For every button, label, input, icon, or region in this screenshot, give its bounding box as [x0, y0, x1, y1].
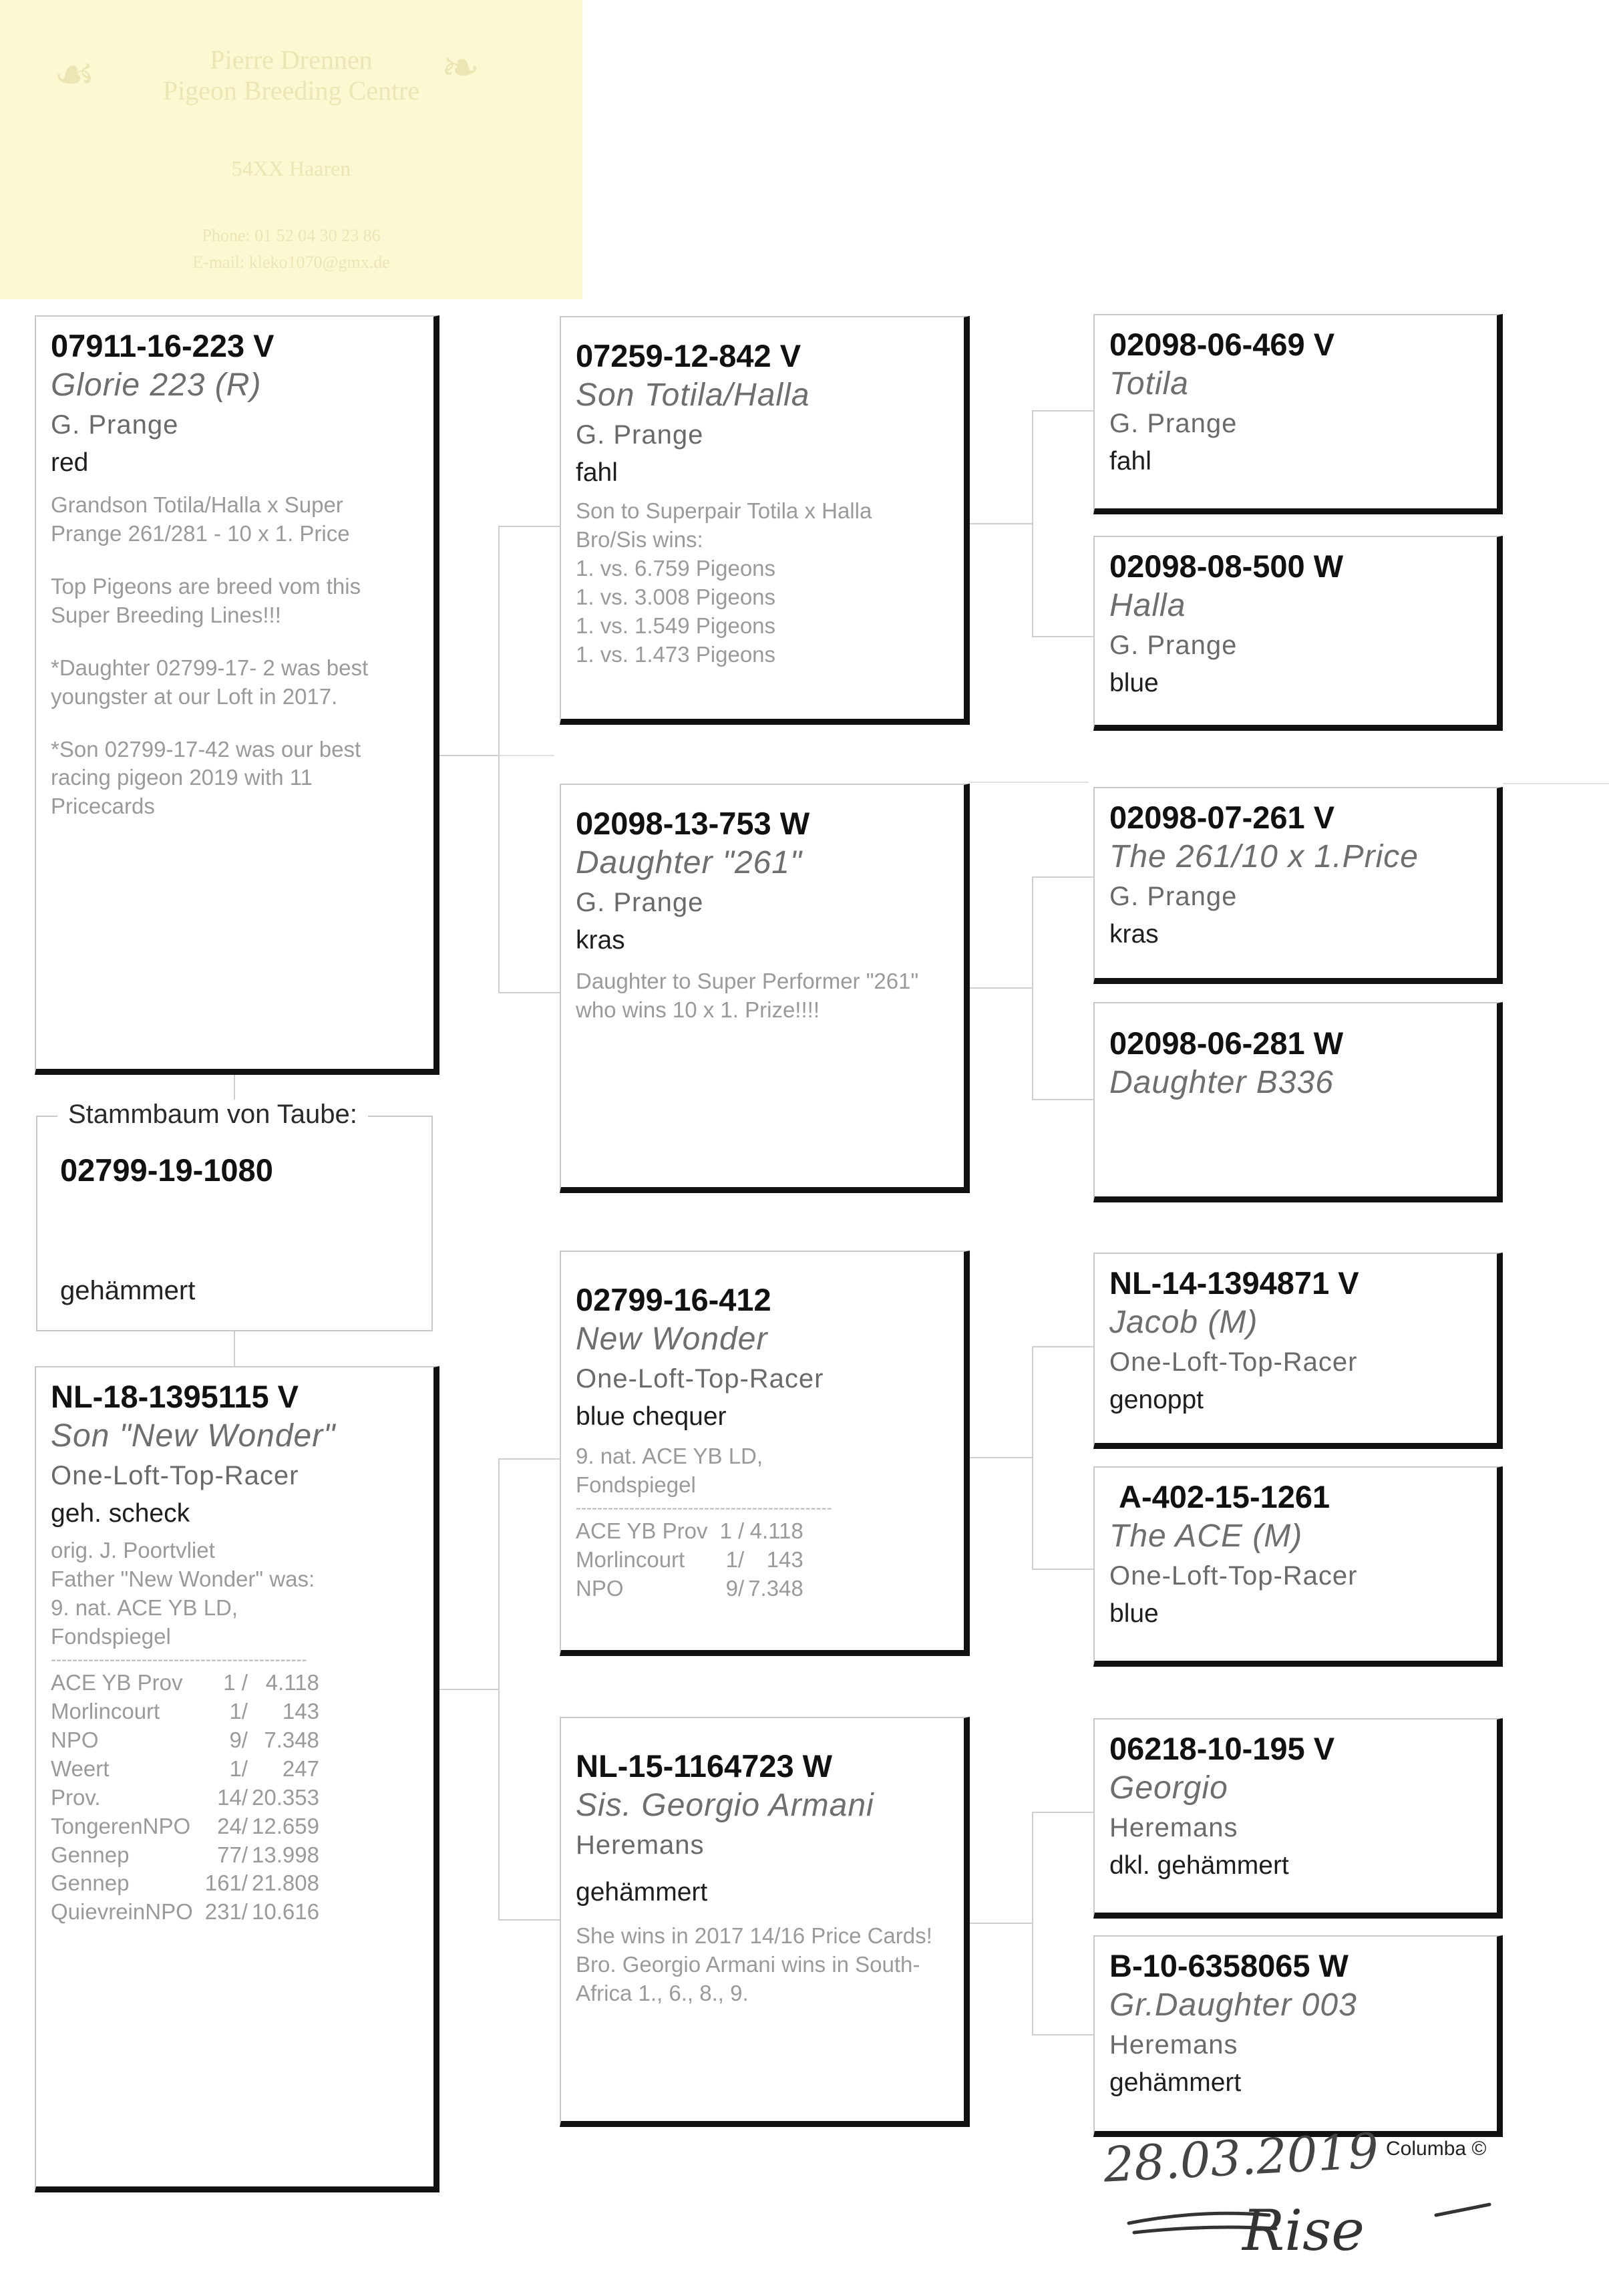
- note-line: 9. nat. ACE YB LD,: [576, 1444, 763, 1469]
- race-pigeons: 7.348: [748, 1576, 803, 1601]
- dam-card[interactable]: [35, 1366, 439, 2192]
- note-line: Bro. Georgio Armani wins in South-Africa 1., 6., 8., 9.: [576, 1952, 920, 2005]
- pigeon-name: The ACE (M): [1109, 1518, 1303, 1554]
- note-line: Fondspiegel: [576, 1472, 696, 1498]
- race-name: TongerenNPO: [51, 1813, 191, 1838]
- connector-line: [1033, 1812, 1095, 1813]
- connector-line: [434, 755, 498, 756]
- connector-line: [1032, 1812, 1033, 2035]
- sire-note: *Son 02799-17-42 was our best racing pigeon 2019 with 11 Pricecards: [51, 736, 361, 819]
- connector-line: [1032, 1346, 1033, 1570]
- pigeon-name: Sis. Georgio Armani: [576, 1788, 874, 1824]
- note-line: Bro/Sis wins:: [576, 527, 703, 552]
- columba-brand: Columba ©: [1386, 2138, 1487, 2160]
- ring-number: 02098-06-281 W: [1109, 1025, 1344, 1061]
- note-line: Daughter to Super Performer "261" who wins 10 x 1. Prize!!!!: [576, 969, 919, 1023]
- race-pigeons: 10.616: [251, 1899, 319, 1925]
- race-pigeons: 20.353: [251, 1784, 319, 1810]
- connector-line: [1033, 1346, 1095, 1347]
- race-pigeons: 21.808: [251, 1870, 319, 1896]
- race-place: 1/: [229, 1699, 248, 1724]
- breeder: G. Prange: [1109, 408, 1238, 438]
- race-pigeons: 4.118: [749, 1518, 803, 1544]
- notes: [576, 497, 950, 669]
- ring-number: 02098-07-261 V: [1109, 800, 1335, 835]
- ds-sire-card[interactable]: [1093, 1253, 1503, 1449]
- ring-number: 02799-16-412: [576, 1282, 771, 1317]
- note-line: Son to Superpair Totila x Halla: [576, 498, 872, 524]
- header-line-4: Phone: 01 52 04 30 23 86: [202, 226, 381, 245]
- notes: [576, 967, 950, 1025]
- ring-number: NL-14-1394871 V: [1109, 1265, 1359, 1301]
- race-name: Weert: [51, 1756, 110, 1781]
- connector-line: [968, 987, 1032, 989]
- race-place: 1 /: [719, 1518, 745, 1544]
- ss-dam-card[interactable]: [1093, 536, 1503, 731]
- color: blue chequer: [576, 1402, 727, 1431]
- race-name: ACE YB Prov: [51, 1670, 183, 1695]
- breeder: Heremans: [1109, 2029, 1238, 2060]
- race-place: 1/: [229, 1756, 248, 1781]
- subject-color: gehämmert: [60, 1276, 196, 1305]
- connector-line: [1033, 1569, 1095, 1570]
- race-name: NPO: [576, 1576, 624, 1601]
- color: fahl: [576, 458, 618, 487]
- pigeon-name: Daughter B336: [1109, 1065, 1334, 1101]
- sire-name: Glorie 223 (R): [51, 367, 262, 403]
- breeder: G. Prange: [576, 420, 704, 450]
- dam-race-results: [51, 1669, 319, 1927]
- connector-line: [1032, 876, 1033, 1100]
- race-name: Gennep: [51, 1842, 130, 1867]
- separator: ------------------------------------------------: [576, 1500, 832, 1517]
- dam-color: geh. scheck: [51, 1498, 190, 1528]
- dd-dam-card[interactable]: [1093, 1935, 1503, 2137]
- dam-name: Son "New Wonder": [51, 1418, 336, 1454]
- race-name: Prov.: [51, 1784, 101, 1810]
- ring-number: 02098-06-469 V: [1109, 327, 1335, 362]
- dam-note: Fondspiegel: [51, 1623, 171, 1649]
- fold-line: [968, 782, 1089, 783]
- color: blue: [1109, 668, 1159, 697]
- race-name: Morlincourt: [51, 1699, 160, 1724]
- color: gehämmert: [1109, 2068, 1242, 2097]
- sd-sire-card[interactable]: [1093, 787, 1503, 984]
- ring-number: 07259-12-842 V: [576, 338, 801, 373]
- notes: [576, 1922, 950, 2008]
- race-result-row: [51, 1841, 319, 1870]
- connector-line: [234, 1331, 235, 1367]
- race-result-row: [576, 1575, 803, 1603]
- race-place: 24/: [217, 1813, 248, 1838]
- connector-line: [434, 1689, 498, 1690]
- dam-notes: [51, 1536, 420, 1651]
- breeder: G. Prange: [576, 887, 704, 917]
- race-result-row: [51, 1697, 319, 1726]
- pigeon-emblem-left-icon: ☙: [53, 49, 96, 101]
- ring-number: NL-15-1164723 W: [576, 1748, 833, 1784]
- race-result-row: [51, 1726, 319, 1755]
- sire-sire-card[interactable]: [560, 316, 970, 725]
- color: dkl. gehämmert: [1109, 1850, 1289, 1880]
- race-place: 9/: [725, 1576, 745, 1601]
- header-line-2: Pigeon Breeding Centre: [162, 75, 420, 106]
- pigeon-name: The 261/10 x 1.Price: [1109, 839, 1419, 875]
- note-line: 1. vs. 3.008 Pigeons: [576, 584, 776, 609]
- pedigree-title: Stammbaum von Taube:: [57, 1100, 368, 1130]
- header-line-5: E-mail: kleko1070@gmx.de: [192, 253, 390, 272]
- connector-line: [1033, 410, 1095, 412]
- race-result-row: [51, 1784, 319, 1812]
- pigeon-name: New Wonder: [576, 1321, 768, 1357]
- header-line-3: 54XX Haaren: [231, 156, 351, 180]
- race-name: QuievreinNPO: [51, 1899, 193, 1925]
- handwritten-signature: Rise: [1242, 2198, 1365, 2263]
- breeder: G. Prange: [1109, 881, 1238, 911]
- ss-sire-card[interactable]: [1093, 314, 1503, 514]
- race-pigeons: 143: [766, 1547, 803, 1573]
- note-line: 1. vs. 1.549 Pigeons: [576, 613, 776, 638]
- note-line: 1. vs. 6.759 Pigeons: [576, 556, 776, 581]
- connector-line: [968, 1457, 1032, 1458]
- color: genoppt: [1109, 1385, 1204, 1414]
- sire-notes: [51, 491, 420, 821]
- ds-dam-card[interactable]: [1093, 1466, 1503, 1667]
- connector-line: [1033, 2034, 1095, 2035]
- sd-dam-card[interactable]: [1093, 1002, 1503, 1202]
- sire-card[interactable]: [35, 315, 439, 1075]
- dd-sire-card[interactable]: [1093, 1718, 1503, 1919]
- pigeon-name: Son Totila/Halla: [576, 377, 810, 414]
- race-result-row: [51, 1669, 319, 1697]
- color: gehämmert: [576, 1877, 708, 1907]
- fold-line: [1503, 783, 1609, 784]
- note-line: 1. vs. 1.473 Pigeons: [576, 641, 776, 667]
- race-pigeons: 7.348: [264, 1727, 319, 1752]
- breeder: Heremans: [576, 1830, 705, 1860]
- race-result-row: [51, 1898, 319, 1927]
- dam-sire-card[interactable]: [560, 1251, 970, 1656]
- race-place: 1 /: [223, 1670, 248, 1695]
- breeder: One-Loft-Top-Racer: [1109, 1561, 1358, 1591]
- connector-line: [1033, 1099, 1095, 1100]
- subject-ring-number: 02799-19-1080: [60, 1152, 273, 1188]
- connector-line: [1033, 636, 1095, 637]
- dam-note: orig. J. Poortvliet: [51, 1538, 215, 1563]
- race-place: 231/: [204, 1899, 248, 1925]
- connector-line: [968, 523, 1032, 524]
- race-result-row: [51, 1755, 319, 1784]
- ring-number: A-402-15-1261: [1119, 1479, 1330, 1514]
- race-result-row: [51, 1869, 319, 1898]
- subject-pigeon-card[interactable]: [36, 1100, 433, 1331]
- ring-number: 02098-13-753 W: [576, 806, 810, 841]
- race-name: Gennep: [51, 1870, 130, 1896]
- sire-ring-number: 07911-16-223 V: [51, 328, 275, 363]
- ring-number: 06218-10-195 V: [1109, 1731, 1335, 1766]
- ring-number: B-10-6358065 W: [1109, 1948, 1349, 1983]
- pigeon-name: Totila: [1109, 366, 1189, 402]
- race-name: ACE YB Prov: [576, 1518, 708, 1544]
- race-place: 77/: [217, 1842, 248, 1867]
- connector-line: [500, 992, 561, 993]
- race-place: 161/: [204, 1870, 248, 1896]
- breeder: G. Prange: [1109, 630, 1238, 660]
- color: kras: [1109, 919, 1159, 949]
- ring-number: 02098-08-500 W: [1109, 548, 1344, 584]
- connector-line: [498, 526, 500, 993]
- race-pigeons: 12.659: [251, 1813, 319, 1838]
- race-name: NPO: [51, 1727, 99, 1752]
- breeder: One-Loft-Top-Racer: [576, 1363, 824, 1393]
- dam-breeder: One-Loft-Top-Racer: [51, 1460, 299, 1490]
- race-pigeons: 247: [282, 1756, 319, 1781]
- connector-line: [1033, 876, 1095, 878]
- race-pigeons: 13.998: [251, 1842, 319, 1867]
- header-line-1: Pierre Drennen: [210, 45, 373, 75]
- dam-separator: ------------------------------------------------: [51, 1651, 307, 1669]
- pigeon-emblem-right-icon: ❧: [441, 43, 480, 94]
- race-pigeons: 143: [282, 1699, 319, 1724]
- dam-note: Father "New Wonder" was:: [51, 1567, 315, 1592]
- note-line: She wins in 2017 14/16 Price Cards!: [576, 1923, 932, 1949]
- breeder: One-Loft-Top-Racer: [1109, 1347, 1358, 1377]
- dam-dam-card[interactable]: [560, 1717, 970, 2127]
- sire-note: *Daughter 02799-17- 2 was best youngster at our Loft in 2017.: [51, 655, 369, 709]
- color: fahl: [1109, 446, 1151, 476]
- breeder-header-stamp: [0, 0, 582, 299]
- connector-line: [968, 1923, 1032, 1924]
- race-name: Morlincourt: [576, 1547, 685, 1573]
- connector-line: [500, 1458, 561, 1460]
- connector-line: [500, 1919, 561, 1921]
- race-results: [576, 1517, 803, 1603]
- race-place: 1/: [725, 1547, 745, 1573]
- dam-note: 9. nat. ACE YB LD,: [51, 1595, 238, 1620]
- race-pigeons: 4.118: [265, 1670, 319, 1695]
- handwritten-date: 28.03.2019: [1102, 2122, 1381, 2193]
- race-result-row: [51, 1812, 319, 1841]
- connector-line: [1032, 410, 1033, 637]
- pigeon-name: Halla: [1109, 588, 1186, 624]
- race-result-row: [576, 1517, 803, 1546]
- sire-note: Grandson Totila/Halla x Super Prange 261/281 - 10 x 1. Price: [51, 492, 350, 546]
- connector-line: [500, 526, 561, 527]
- pigeon-name: Gr.Daughter 003: [1109, 1987, 1357, 2023]
- sire-note: Top Pigeons are breed vom this Super Breeding Lines!!!: [51, 574, 361, 627]
- pigeon-name: Daughter "261": [576, 845, 802, 881]
- pigeon-name: Georgio: [1109, 1770, 1228, 1806]
- race-place: 14/: [217, 1784, 248, 1810]
- notes: [576, 1442, 950, 1500]
- sire-color: red: [51, 448, 89, 477]
- race-result-row: [576, 1546, 803, 1575]
- sire-breeder: G. Prange: [51, 409, 179, 440]
- dam-ring-number: NL-18-1395115 V: [51, 1379, 299, 1414]
- color: kras: [576, 925, 625, 955]
- connector-line: [498, 1458, 500, 1921]
- pigeon-name: Jacob (M): [1109, 1305, 1258, 1341]
- color: blue: [1109, 1599, 1159, 1628]
- sire-dam-card[interactable]: [560, 784, 970, 1193]
- breeder: Heremans: [1109, 1812, 1238, 1842]
- race-place: 9/: [229, 1727, 248, 1752]
